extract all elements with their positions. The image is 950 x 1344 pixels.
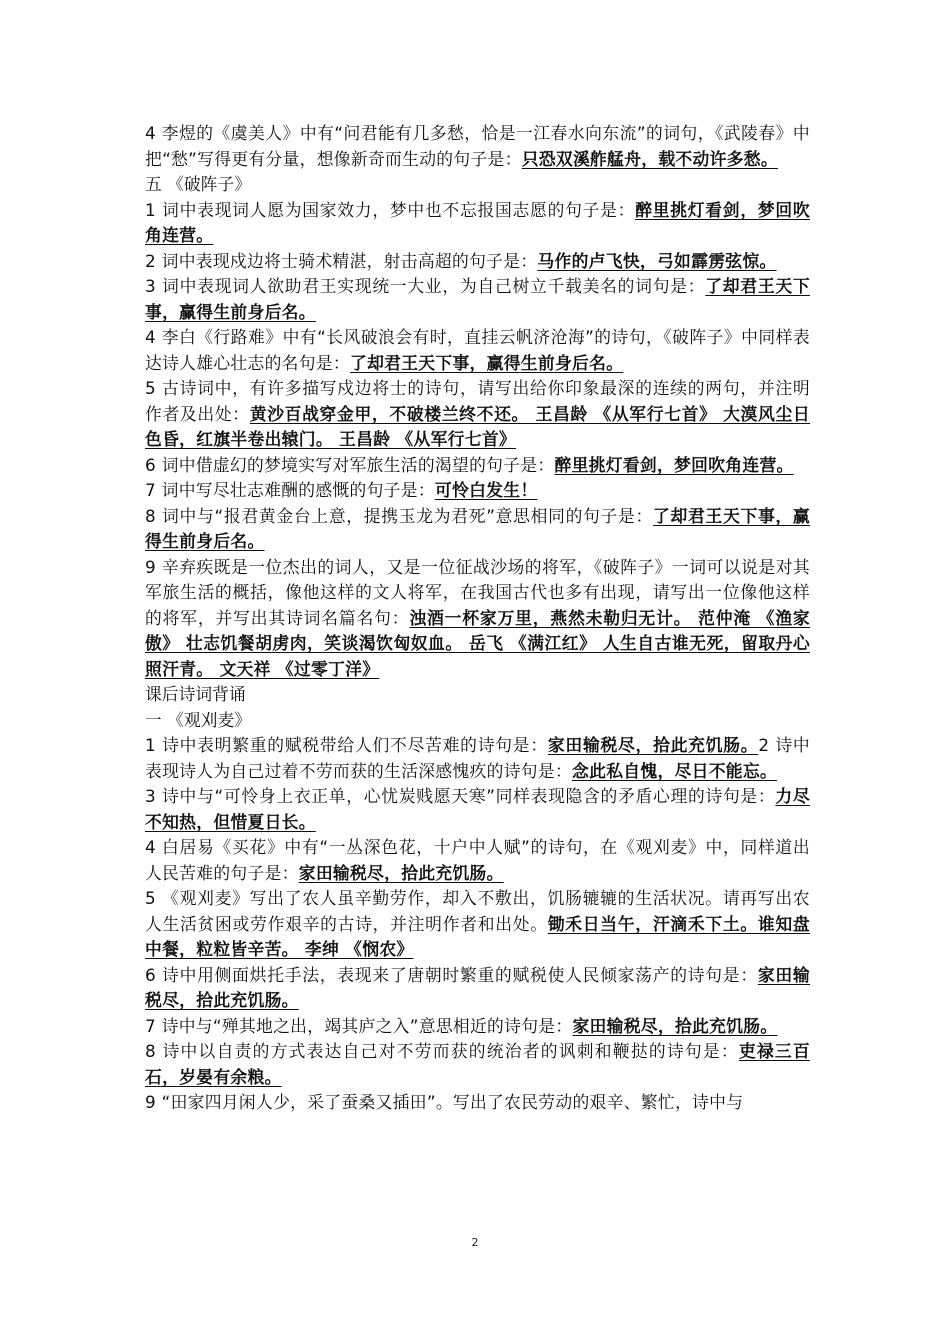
question-text: 2 词中表现戍边将士骑术精湛，射击高超的句子是： xyxy=(145,250,538,271)
question-text: 1 词中表现词人愿为国家效力，梦中也不忘报国志愿的句子是： xyxy=(145,199,636,220)
question-item xyxy=(145,1039,810,1090)
question-text: 5 《观刈麦》写出了农人虽辛勤劳作，却入不敷出，饥肠辘辘的生活状况。请再写出农人生活贫困或劳作艰辛的古诗，并注明作者和出处。 xyxy=(145,888,810,934)
question-text: 9 辛弃疾既是一位杰出的词人，又是一位征战沙场的将军，《破阵子》一词可以说是对其军旅生活的概括，像他这样的文人将军，在我国古代也多有出现，请写出一位像他这样的将军，并写出其诗词名篇名句： xyxy=(145,556,810,628)
question-item xyxy=(145,453,810,479)
question-item xyxy=(145,555,810,683)
question-text: 5 古诗词中，有许多描写戍边将士的诗句，请写出给你印象最深的连续的两句，并注明作者及出处： xyxy=(145,378,810,424)
question-item xyxy=(145,886,810,963)
question-text: 4 李白《行路难》中有“长风破浪会有时，直挂云帆济沧海”的诗句，《破阵子》中同样表达诗人雄心壮志的名句是： xyxy=(145,327,810,373)
question-item xyxy=(145,1090,810,1116)
question-item xyxy=(145,784,810,835)
question-text: 3 诗中与“可怜身上衣正单，心忧炭贱愿天寒”同样表现隐含的矛盾心理的诗句是： xyxy=(145,786,776,806)
answer-text: 可怜白发生！ xyxy=(434,480,538,500)
question-item xyxy=(145,1014,810,1040)
answer-text: 吏禄三百石，岁晏有余粮。 xyxy=(145,1041,811,1087)
section-heading: 五 《破阵子》 xyxy=(145,174,252,194)
question-item xyxy=(145,963,810,1014)
question-text: 7 词中写尽壮志难酬的感慨的句子是： xyxy=(145,480,435,500)
answer-text: 黄沙百战穿金甲，不破楼兰终不还。 王昌龄 《从军行七首》 大漠风尘日色昏，红旗半卷出辕门。 王昌龄 《从军行七首》 xyxy=(145,403,810,449)
question-item xyxy=(145,325,810,376)
document-body xyxy=(145,121,810,1116)
question-text: 2 诗中表现诗人为自己过着不劳而获的生活深感愧疚的诗句是： xyxy=(145,735,810,781)
answer-text: 醉里挑灯看剑，梦回吹角连营。 xyxy=(554,454,794,475)
question-item xyxy=(145,121,810,172)
answer-text: 家田输税尽，拾此充饥肠。 xyxy=(298,862,504,883)
page-number: 2 xyxy=(471,1236,479,1249)
question-text: 1 诗中表明繁重的赋税带给人们不尽苦难的诗句是： xyxy=(145,735,548,755)
question-item xyxy=(145,376,810,453)
question-text: 4 白居易《买花》中有“一丛深色花，十户中人赋”的诗句，在《观刈麦》中，同样道出人民苦难的句子是： xyxy=(145,837,810,883)
answer-text: 锄禾日当午，汗滴禾下土。谁知盘中餐，粒粒皆辛苦。 李绅 《悯农》 xyxy=(145,913,810,959)
question-item xyxy=(145,198,810,249)
question-text: 8 诗中以自责的方式表达自己对不劳而获的统治者的讽刺和鞭挞的诗句是： xyxy=(145,1041,739,1061)
question-text: 6 诗中用侧面烘托手法，表现来了唐朝时繁重的赋税使人民倾家荡产的诗句是： xyxy=(145,964,758,985)
question-item xyxy=(145,733,810,784)
section-heading: 课后诗词背诵 xyxy=(145,684,246,704)
answer-text: 只恐双溪舴艋舟，载不动许多愁。 xyxy=(521,148,778,169)
answer-text: 了却君王天下事，赢得生前身后名。 xyxy=(349,352,624,373)
answer-text: 家田输税尽，拾此充饥肠。 xyxy=(572,1015,778,1036)
question-item xyxy=(145,274,810,325)
question-item xyxy=(145,835,810,886)
question-text: 4 李煜的《虞美人》中有“问君能有几多愁，恰是一江春水向东流”的词句，《武陵春》中把“愁”写得更有分量，想像新奇而生动的句子是： xyxy=(145,123,810,169)
question-text: 6 词中借虚幻的梦境实写对军旅生活的渴望的句子是： xyxy=(145,454,555,475)
answer-text: 浊酒一杯家万里，燕然未勒归无计。 范仲淹 《渔家傲》 壮志饥餐胡虏肉，笑谈渴饮匈奴血。 岳飞 《满江红》 人生自古谁无死，留取丹心照汗青。 文天祥 《过零丁洋》 xyxy=(145,607,810,679)
answer-text: 念此私自愧，尽日不能忘。 xyxy=(572,760,778,781)
question-text: 3 词中表现词人欲助君王实现统一大业，为自己树立千载美名的词句是： xyxy=(145,276,706,296)
answer-text: 力尽不知热，但惜夏日长。 xyxy=(145,786,810,832)
answer-text: 家田输税尽，拾此充饥肠。 xyxy=(547,735,759,755)
section-heading: 一 《观刈麦》 xyxy=(145,709,252,730)
question-text: 8 词中与“报君黄金台上意，提携玉龙为君死”意思相同的句子是： xyxy=(145,505,654,526)
question-item xyxy=(145,504,810,555)
answer-text: 醉里挑灯看剑，梦回吹角连营。 xyxy=(145,199,810,245)
answer-text: 了却君王天下事，赢得生前身后名。 xyxy=(145,505,811,551)
question-text: 7 诗中与“殚其地之出，竭其庐之入”意思相近的诗句是： xyxy=(145,1015,573,1036)
question-item xyxy=(145,478,810,504)
answer-text: 马作的卢飞快，弓如霹雳弦惊。 xyxy=(537,250,777,271)
question-item xyxy=(145,249,810,275)
question-text: 9 “田家四月闲人少，采了蚕桑又插田”。写出了农民劳动的艰辛、繁忙，诗中与 xyxy=(145,1092,744,1112)
answer-text: 了却君王天下事，赢得生前身后名。 xyxy=(145,276,810,322)
answer-text: 家田输税尽，拾此充饥肠。 xyxy=(145,964,810,1010)
